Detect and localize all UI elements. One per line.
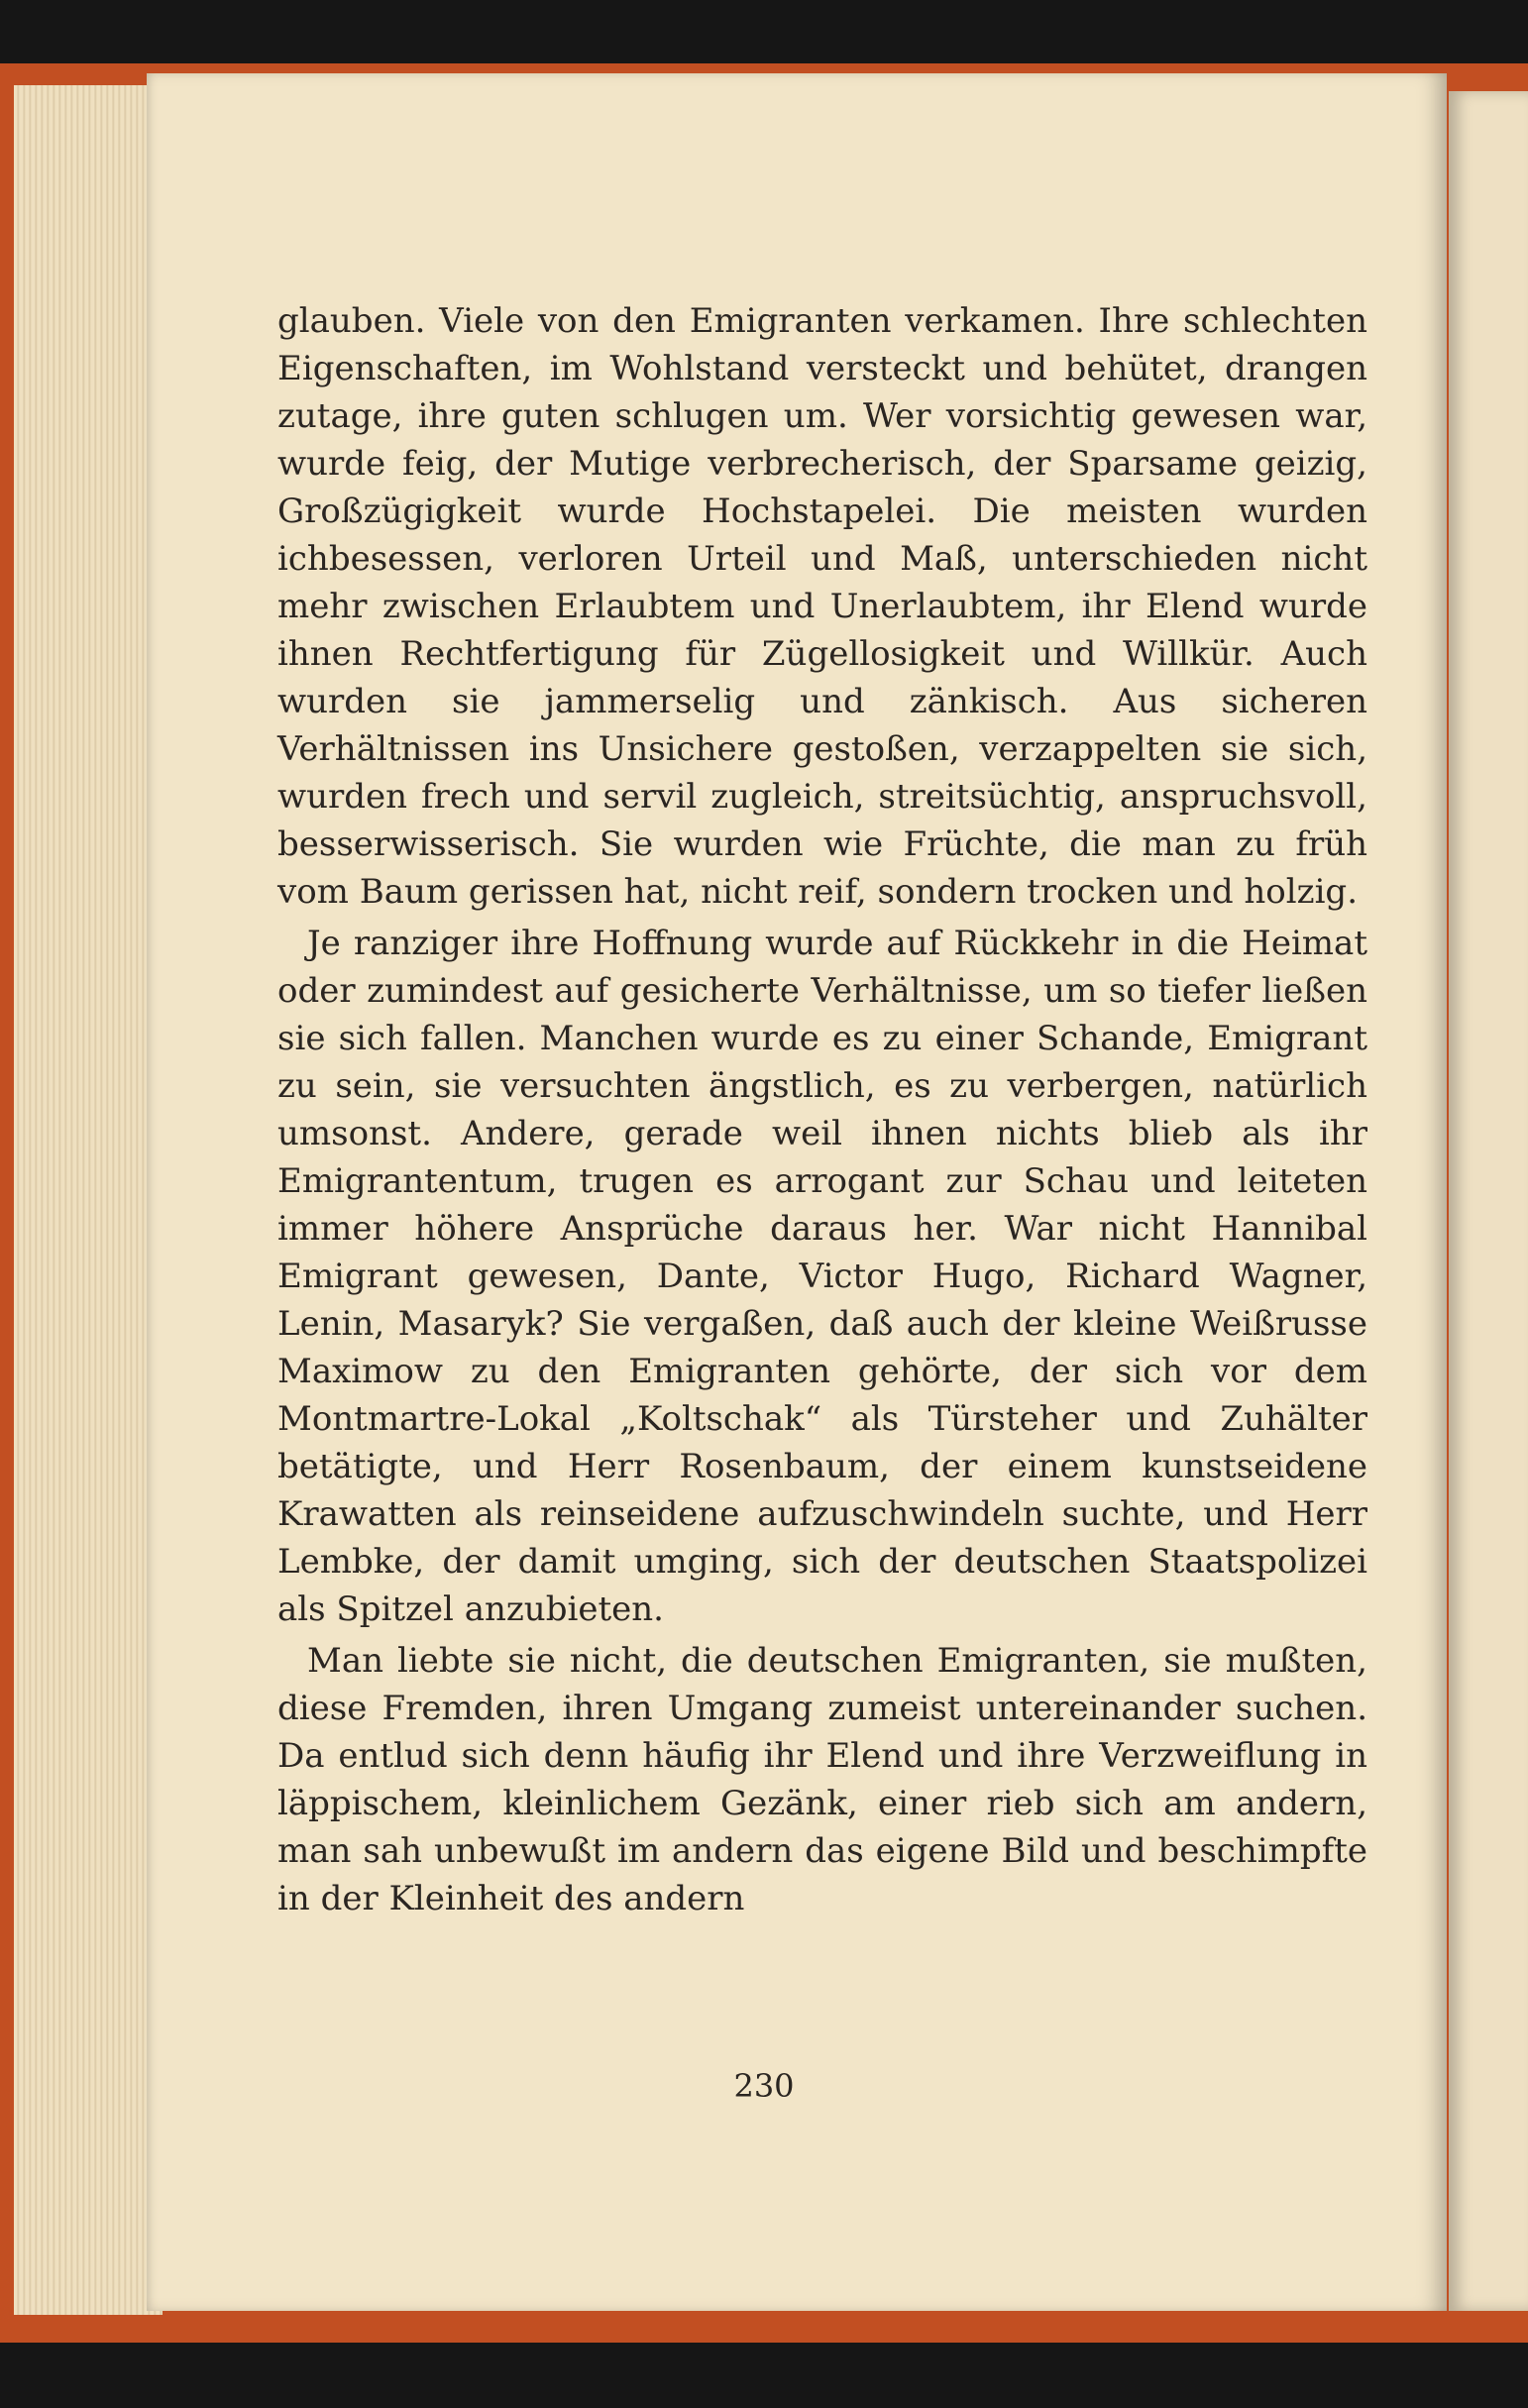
paragraph-3: Man liebte sie nicht, die deutschen Emigranten, sie mußten, diese Fremden, ihren Umgang zumeist untereinander suchen. Da entlud sich denn häufig ihr Elend und ihre Verzweiflung in läppischem, kleinlichem Gezänk, einer rieb sich am andern, man sah unbewußt im andern das eigene Bild und beschimpfte in der Kleinheit des andern (277, 1641, 1367, 1918)
body-text (277, 297, 1367, 1922)
facing-page-edge (1449, 91, 1528, 2311)
page-number: 230 (733, 2067, 795, 2105)
stacked-page-edges (14, 85, 163, 2315)
paragraph-1: glauben. Viele von den Emigranten verkamen. Ihre schlechten Eigenschaften, im Wohlstand versteckt und behütet, drangen zutage, ihre guten schlugen um. Wer vorsichtig gewesen war, wurde feig, der Mutige verbrecherisch, der Sparsame geizig, Großzügigkeit wurde Hochstapelei. Die meisten wurden ichbesessen, verloren Urteil und Maß, unterschieden nicht mehr zwischen Erlaubtem und Unerlaubtem, ihr Elend wurde ihnen Rechtfertigung für Zügellosigkeit und Willkür. Auch wurden sie jammerselig und zänkisch. Aus sicheren Verhältnissen ins Unsichere gestoßen, verzappelten sie sich, wurden frech und servil zugleich, streitsüchtig, anspruchsvoll, besserwisserisch. Sie wurden wie Früchte, die man zu früh vom Baum gerissen hat, nicht reif, sondern trocken und holzig. (277, 301, 1367, 912)
paragraph-2: Je ranziger ihre Hoffnung wurde auf Rückkehr in die Heimat oder zumindest auf gesicherte Verhältnisse, um so tiefer ließen sie sich fallen. Manchen wurde es zu einer Schande, Emigrant zu sein, sie versuchten ängstlich, es zu verbergen, natürlich umsonst. Andere, gerade weil ihnen nichts blieb als ihr Emigrantentum, trugen es arrogant zur Schau und leiteten immer höhere Ansprüche daraus her. War nicht Hannibal Emigrant gewesen, Dante, Victor Hugo, Richard Wagner, Lenin, Masaryk? Sie vergaßen, daß auch der kleine Weißrusse Maximow zu den Emigranten gehörte, der sich vor dem Montmartre-Lokal „Koltschak“ als Türsteher und Zuhälter betätigte, und Herr Rosenbaum, der einem kunstseidene Krawatten als reinseidene aufzuschwindeln suchte, und Herr Lembke, der damit umging, sich der deutschen Staatspolizei als Spitzel anzubieten. (277, 924, 1367, 1629)
